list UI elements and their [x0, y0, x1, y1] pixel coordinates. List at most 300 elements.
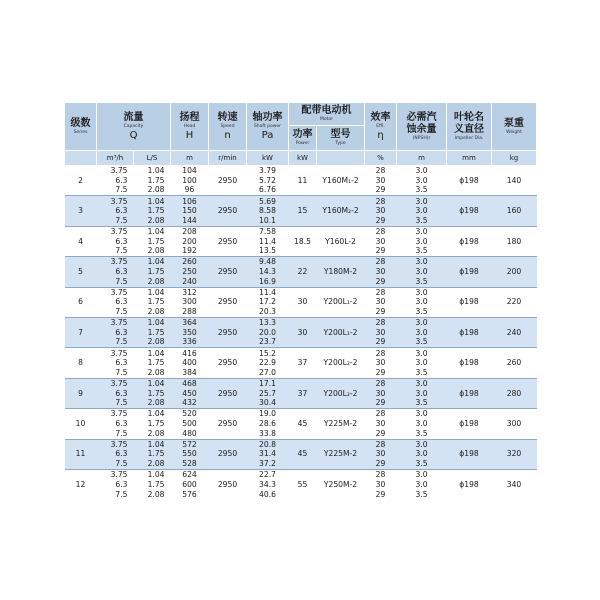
- shaft-power-cell: [247, 469, 289, 499]
- capacity-ls-cell-value: 1.04: [147, 227, 165, 237]
- npsh-cell-value: 3.0: [415, 449, 428, 459]
- head-cell-value: 432: [182, 398, 197, 408]
- table-row: [65, 166, 537, 196]
- npsh-cell-value: 3.0: [415, 227, 428, 237]
- capacity-ls-cell-value: 2.08: [147, 459, 165, 468]
- efficiency-cell: [365, 226, 397, 256]
- capacity-ls-cell-value: 1.04: [147, 379, 165, 389]
- header-series-en: Series: [73, 129, 88, 135]
- capacity-m3h-cell: [97, 409, 134, 439]
- capacity-ls-cell-value: 1.04: [147, 196, 165, 206]
- capacity-ls-cell-value: 1.75: [147, 358, 165, 368]
- npsh-cell: [397, 166, 447, 196]
- motor-power-cell: 30: [289, 287, 317, 317]
- weight-cell: 200: [492, 257, 537, 287]
- speed-cell: 2950: [209, 196, 247, 226]
- capacity-ls-cell-value: 1.75: [147, 236, 165, 246]
- efficiency-cell-value: 29: [375, 215, 386, 225]
- head-cell: [171, 166, 209, 196]
- head-cell: [171, 348, 209, 378]
- npsh-cell: [397, 439, 447, 469]
- weight-cell: 160: [492, 196, 537, 226]
- speed-cell: 2950: [209, 348, 247, 378]
- header-capacity-en: Capacity: [123, 123, 144, 129]
- motor-type-cell: Y225M-2: [317, 439, 365, 469]
- efficiency-cell: [365, 378, 397, 408]
- header-series-zh: 级数: [70, 117, 91, 129]
- series-cell: 11: [65, 439, 97, 469]
- npsh-cell: [397, 378, 447, 408]
- speed-cell: 2950: [209, 226, 247, 256]
- efficiency-cell-value: 29: [375, 246, 386, 256]
- head-cell-value: 100: [182, 175, 197, 185]
- capacity-ls-cell-value: 1.75: [147, 449, 165, 459]
- motor-power-cell: 11: [289, 166, 317, 196]
- npsh-cell-value: 3.5: [415, 428, 428, 438]
- capacity-m3h-cell-value: 3.75: [110, 196, 128, 206]
- capacity-m3h-cell: [97, 257, 134, 287]
- capacity-m3h-cell-value: 6.3: [115, 175, 128, 185]
- motor-type-cell: Y200L₂-2: [317, 378, 365, 408]
- efficiency-cell-value: 30: [375, 236, 386, 246]
- shaft-power-cell: [247, 439, 289, 469]
- motor-power-cell: 18.5: [289, 226, 317, 256]
- npsh-cell: [397, 257, 447, 287]
- capacity-m3h-cell-value: 7.5: [115, 185, 128, 195]
- motor-power-cell: 30: [289, 317, 317, 347]
- capacity-m3h-cell-value: 3.75: [110, 257, 128, 267]
- unit-type: [317, 151, 365, 166]
- shaft-power-cell-value: 25.7: [259, 388, 276, 398]
- capacity-ls-cell-value: 1.75: [147, 267, 165, 277]
- header-power-zh: 功率: [292, 129, 313, 140]
- shaft-power-cell-value: 30.4: [259, 398, 276, 408]
- header-impeller: [447, 103, 492, 151]
- shaft-power-cell-value: 22.9: [259, 358, 276, 368]
- speed-cell: 2950: [209, 469, 247, 499]
- shaft-power-cell-value: 8.58: [259, 206, 276, 216]
- header-motor-zh: 配带电动机: [301, 105, 352, 116]
- shaft-power-cell-value: 13.5: [259, 246, 276, 256]
- series-cell: 7: [65, 317, 97, 347]
- efficiency-cell: [365, 166, 397, 196]
- motor-power-cell: 15: [289, 196, 317, 226]
- unit-shaft-power: kW: [247, 151, 289, 166]
- capacity-ls-cell-value: 2.08: [147, 337, 165, 347]
- npsh-cell-value: 3.5: [415, 367, 428, 377]
- shaft-power-cell-value: 33.8: [259, 428, 276, 438]
- efficiency-cell-value: 29: [375, 307, 386, 317]
- shaft-power-cell-value: 6.76: [259, 185, 276, 195]
- shaft-power-cell: [247, 348, 289, 378]
- npsh-cell-value: 3.5: [415, 185, 428, 195]
- motor-type-cell: Y200L₁-2: [317, 317, 365, 347]
- series-cell: 10: [65, 409, 97, 439]
- capacity-ls-cell-value: 2.08: [147, 398, 165, 408]
- capacity-m3h-cell-value: 7.5: [115, 398, 128, 408]
- speed-cell: 2950: [209, 439, 247, 469]
- unit-npsh: m: [397, 151, 447, 166]
- impeller-cell: ϕ198: [447, 257, 492, 287]
- head-cell-value: 336: [182, 337, 197, 347]
- npsh-cell-value: 3.5: [415, 337, 428, 347]
- head-cell-value: 208: [182, 227, 197, 237]
- capacity-m3h-cell-value: 3.75: [110, 227, 128, 237]
- capacity-ls-cell-value: 1.04: [147, 409, 165, 419]
- header-npsh: [397, 103, 447, 151]
- shaft-power-cell-value: 11.4: [259, 236, 276, 246]
- efficiency-cell-value: 30: [375, 327, 386, 337]
- motor-type-cell: Y160M₂-2: [317, 196, 365, 226]
- header-speed-zh: 转速: [217, 111, 238, 123]
- npsh-cell: [397, 317, 447, 347]
- header-npsh-zh1: 必需汽: [406, 111, 437, 123]
- efficiency-cell-value: 28: [375, 166, 386, 176]
- capacity-ls-cell: [134, 409, 171, 439]
- weight-cell: 140: [492, 166, 537, 196]
- capacity-m3h-cell-value: 3.75: [110, 287, 128, 297]
- motor-power-cell: 55: [289, 469, 317, 499]
- capacity-ls-cell: [134, 166, 171, 196]
- impeller-cell: ϕ198: [447, 196, 492, 226]
- efficiency-cell-value: 30: [375, 175, 386, 185]
- head-cell-value: 528: [182, 459, 197, 468]
- shaft-power-cell-value: 40.6: [259, 489, 276, 499]
- shaft-power-cell-value: 20.8: [259, 439, 276, 449]
- series-cell: 4: [65, 226, 97, 256]
- npsh-cell-value: 3.0: [415, 287, 428, 297]
- header-speed-en: Speed: [220, 123, 235, 129]
- capacity-m3h-cell-value: 3.75: [110, 318, 128, 328]
- header-type-en: Type: [335, 141, 346, 146]
- table-row: [65, 378, 537, 408]
- head-cell: [171, 226, 209, 256]
- shaft-power-cell-value: 27.0: [259, 367, 276, 377]
- npsh-cell-value: 3.0: [415, 480, 428, 490]
- table-row: [65, 226, 537, 256]
- capacity-m3h-cell: [97, 196, 134, 226]
- efficiency-cell-value: 28: [375, 196, 386, 206]
- header-head-zh: 扬程: [179, 111, 200, 123]
- header-motor-en: Motor: [319, 117, 333, 122]
- shaft-power-cell-value: 22.7: [259, 470, 276, 480]
- header-head-en: Head: [183, 123, 196, 129]
- impeller-cell: ϕ198: [447, 317, 492, 347]
- npsh-cell: [397, 469, 447, 499]
- npsh-cell-value: 3.0: [415, 379, 428, 389]
- shaft-power-cell-value: 16.9: [259, 276, 276, 286]
- head-cell-value: 312: [182, 287, 197, 297]
- shaft-power-cell-value: 20.0: [259, 327, 276, 337]
- weight-cell: 240: [492, 317, 537, 347]
- npsh-cell-value: 3.0: [415, 236, 428, 246]
- motor-power-cell: 22: [289, 257, 317, 287]
- npsh-cell: [397, 348, 447, 378]
- header-weight-zh: 泵重: [504, 117, 524, 129]
- shaft-power-cell-value: 19.0: [259, 409, 276, 419]
- npsh-cell-value: 3.0: [415, 409, 428, 419]
- efficiency-cell-value: 29: [375, 459, 386, 468]
- unit-series: [65, 151, 97, 166]
- efficiency-cell-value: 28: [375, 287, 386, 297]
- capacity-m3h-cell-value: 6.3: [115, 449, 128, 459]
- head-cell-value: 200: [182, 236, 197, 246]
- series-cell: 9: [65, 378, 97, 408]
- npsh-cell-value: 3.0: [415, 297, 428, 307]
- header-shaft-power-en: Shaft power: [253, 123, 282, 129]
- efficiency-cell-value: 28: [375, 379, 386, 389]
- capacity-m3h-cell-value: 7.5: [115, 459, 128, 468]
- capacity-ls-cell-value: 1.04: [147, 166, 165, 176]
- header-shaft-power-symbol: Pa: [261, 129, 274, 141]
- header-speed: [209, 103, 247, 151]
- head-cell-value: 450: [182, 388, 197, 398]
- npsh-cell-value: 3.5: [415, 398, 428, 408]
- shaft-power-cell-value: 34.3: [259, 480, 276, 490]
- efficiency-cell-value: 29: [375, 185, 386, 195]
- capacity-m3h-cell-value: 6.3: [115, 297, 128, 307]
- capacity-ls-cell: [134, 257, 171, 287]
- weight-cell: 340: [492, 469, 537, 499]
- npsh-cell-value: 3.5: [415, 307, 428, 317]
- capacity-m3h-cell-value: 6.3: [115, 327, 128, 337]
- npsh-cell-value: 3.0: [415, 206, 428, 216]
- npsh-cell-value: 3.5: [415, 215, 428, 225]
- table-body: [65, 166, 537, 500]
- motor-type-cell: Y250M-2: [317, 469, 365, 499]
- header-weight: [492, 103, 537, 151]
- npsh-cell-value: 3.0: [415, 196, 428, 206]
- unit-capacity-ls: L/S: [134, 151, 171, 166]
- capacity-ls-cell-value: 1.04: [147, 348, 165, 358]
- head-cell-value: 300: [182, 297, 197, 307]
- speed-cell: 2950: [209, 287, 247, 317]
- impeller-cell: ϕ198: [447, 287, 492, 317]
- unit-efficiency: %: [365, 151, 397, 166]
- table-row: [65, 439, 537, 469]
- head-cell-value: 104: [182, 166, 197, 176]
- impeller-cell: ϕ198: [447, 409, 492, 439]
- capacity-ls-cell-value: 1.75: [147, 175, 165, 185]
- capacity-ls-cell-value: 1.04: [147, 439, 165, 449]
- capacity-ls-cell-value: 1.04: [147, 257, 165, 267]
- npsh-cell-value: 3.0: [415, 175, 428, 185]
- motor-power-cell: 37: [289, 348, 317, 378]
- shaft-power-cell: [247, 287, 289, 317]
- capacity-m3h-cell-value: 7.5: [115, 367, 128, 377]
- weight-cell: 300: [492, 409, 537, 439]
- efficiency-cell: [365, 287, 397, 317]
- motor-type-cell: Y160L-2: [317, 226, 365, 256]
- efficiency-cell-value: 30: [375, 449, 386, 459]
- capacity-m3h-cell: [97, 226, 134, 256]
- header-npsh-en: (NPSH)r: [412, 135, 431, 141]
- capacity-ls-cell: [134, 469, 171, 499]
- shaft-power-cell: [247, 409, 289, 439]
- impeller-cell: ϕ198: [447, 469, 492, 499]
- header-type: [317, 126, 365, 151]
- capacity-m3h-cell-value: 6.3: [115, 236, 128, 246]
- capacity-m3h-cell-value: 6.3: [115, 358, 128, 368]
- series-cell: 3: [65, 196, 97, 226]
- efficiency-cell-value: 30: [375, 267, 386, 277]
- capacity-m3h-cell-value: 3.75: [110, 348, 128, 358]
- capacity-ls-cell: [134, 378, 171, 408]
- capacity-ls-cell-value: 2.08: [147, 489, 165, 499]
- head-cell-value: 384: [182, 367, 197, 377]
- npsh-cell-value: 3.0: [415, 327, 428, 337]
- npsh-cell: [397, 196, 447, 226]
- capacity-m3h-cell-value: 3.75: [110, 379, 128, 389]
- efficiency-cell-value: 28: [375, 348, 386, 358]
- head-cell-value: 144: [182, 215, 197, 225]
- head-cell-value: 192: [182, 246, 197, 256]
- shaft-power-cell-value: 10.1: [259, 215, 276, 225]
- unit-power: kW: [289, 151, 317, 166]
- shaft-power-cell-value: 13.3: [259, 318, 276, 328]
- shaft-power-cell-value: 5.72: [259, 175, 276, 185]
- header-shaft-power-zh: 轴功率: [252, 111, 283, 123]
- shaft-power-cell: [247, 196, 289, 226]
- table-row: [65, 348, 537, 378]
- shaft-power-cell: [247, 226, 289, 256]
- head-cell-value: 288: [182, 307, 197, 317]
- npsh-cell-value: 3.0: [415, 419, 428, 429]
- head-cell: [171, 409, 209, 439]
- capacity-ls-cell-value: 1.75: [147, 206, 165, 216]
- header-speed-symbol: n: [224, 129, 231, 141]
- head-cell-value: 468: [182, 379, 197, 389]
- series-cell: 2: [65, 166, 97, 196]
- efficiency-cell: [365, 439, 397, 469]
- motor-power-cell: 37: [289, 378, 317, 408]
- head-cell: [171, 439, 209, 469]
- shaft-power-cell: [247, 257, 289, 287]
- capacity-ls-cell-value: 2.08: [147, 367, 165, 377]
- motor-type-cell: Y160M₁-2: [317, 166, 365, 196]
- shaft-power-cell-value: 14.3: [259, 267, 276, 277]
- head-cell: [171, 196, 209, 226]
- npsh-cell-value: 3.0: [415, 267, 428, 277]
- shaft-power-cell-value: 7.58: [259, 227, 276, 237]
- capacity-m3h-cell-value: 6.3: [115, 480, 128, 490]
- head-cell-value: 106: [182, 196, 197, 206]
- series-cell: 5: [65, 257, 97, 287]
- head-cell: [171, 287, 209, 317]
- shaft-power-cell-value: 3.79: [259, 166, 276, 176]
- head-cell-value: 500: [182, 419, 197, 429]
- capacity-ls-cell: [134, 348, 171, 378]
- shaft-power-cell-value: 11.4: [259, 287, 276, 297]
- unit-head: m: [171, 151, 209, 166]
- header-capacity: [97, 103, 171, 151]
- capacity-m3h-cell-value: 7.5: [115, 276, 128, 286]
- efficiency-cell-value: 29: [375, 489, 386, 499]
- npsh-cell-value: 3.0: [415, 439, 428, 449]
- capacity-m3h-cell-value: 7.5: [115, 337, 128, 347]
- head-cell-value: 600: [182, 480, 197, 490]
- npsh-cell-value: 3.0: [415, 166, 428, 176]
- speed-cell: 2950: [209, 378, 247, 408]
- efficiency-cell: [365, 196, 397, 226]
- capacity-m3h-cell-value: 6.3: [115, 388, 128, 398]
- motor-type-cell: Y200L₁-2: [317, 287, 365, 317]
- motor-type-cell: Y225M-2: [317, 409, 365, 439]
- capacity-ls-cell: [134, 196, 171, 226]
- npsh-cell: [397, 287, 447, 317]
- efficiency-cell: [365, 469, 397, 499]
- npsh-cell-value: 3.0: [415, 358, 428, 368]
- table-row: [65, 196, 537, 226]
- pump-performance-table: [64, 102, 537, 500]
- weight-cell: 180: [492, 226, 537, 256]
- header-capacity-symbol: Q: [129, 129, 138, 141]
- header-head-symbol: H: [185, 129, 194, 141]
- impeller-cell: ϕ198: [447, 226, 492, 256]
- speed-cell: 2950: [209, 166, 247, 196]
- header-type-zh: 型号: [330, 129, 351, 140]
- head-cell-value: 96: [184, 185, 195, 195]
- head-cell: [171, 317, 209, 347]
- capacity-m3h-cell: [97, 287, 134, 317]
- header-capacity-zh: 流量: [123, 111, 144, 123]
- capacity-m3h-cell: [97, 317, 134, 347]
- motor-power-cell: 45: [289, 409, 317, 439]
- efficiency-cell-value: 30: [375, 388, 386, 398]
- pump-performance-table-container: [64, 102, 536, 500]
- efficiency-cell-value: 28: [375, 257, 386, 267]
- capacity-m3h-cell-value: 7.5: [115, 307, 128, 317]
- efficiency-cell-value: 28: [375, 439, 386, 449]
- npsh-cell-value: 3.5: [415, 459, 428, 468]
- shaft-power-cell-value: 20.3: [259, 307, 276, 317]
- head-cell-value: 576: [182, 489, 197, 499]
- capacity-m3h-cell-value: 7.5: [115, 428, 128, 438]
- impeller-cell: ϕ198: [447, 439, 492, 469]
- shaft-power-cell-value: 28.6: [259, 419, 276, 429]
- header-efficiency-en: Effi.: [376, 123, 385, 129]
- efficiency-cell: [365, 348, 397, 378]
- efficiency-cell: [365, 257, 397, 287]
- capacity-m3h-cell: [97, 348, 134, 378]
- header-impeller-zh2: 义直径: [454, 123, 484, 135]
- capacity-m3h-cell-value: 6.3: [115, 267, 128, 277]
- header-impeller-en: Impeller Dia.: [454, 135, 484, 141]
- capacity-ls-cell-value: 2.08: [147, 215, 165, 225]
- capacity-ls-cell-value: 1.75: [147, 327, 165, 337]
- header-efficiency-zh: 效率: [370, 111, 391, 123]
- head-cell: [171, 378, 209, 408]
- head-cell-value: 480: [182, 428, 197, 438]
- table-row: [65, 287, 537, 317]
- efficiency-cell-value: 28: [375, 409, 386, 419]
- series-cell: 6: [65, 287, 97, 317]
- capacity-m3h-cell-value: 3.75: [110, 409, 128, 419]
- efficiency-cell-value: 29: [375, 276, 386, 286]
- head-cell-value: 240: [182, 276, 197, 286]
- npsh-cell: [397, 226, 447, 256]
- head-cell-value: 364: [182, 318, 197, 328]
- header-head: [171, 103, 209, 151]
- efficiency-cell-value: 29: [375, 398, 386, 408]
- shaft-power-cell-value: 37.2: [259, 459, 276, 468]
- unit-speed: r/min: [209, 151, 247, 166]
- weight-cell: 260: [492, 348, 537, 378]
- shaft-power-cell-value: 17.2: [259, 297, 276, 307]
- capacity-ls-cell: [134, 287, 171, 317]
- capacity-ls-cell-value: 2.08: [147, 185, 165, 195]
- efficiency-cell: [365, 317, 397, 347]
